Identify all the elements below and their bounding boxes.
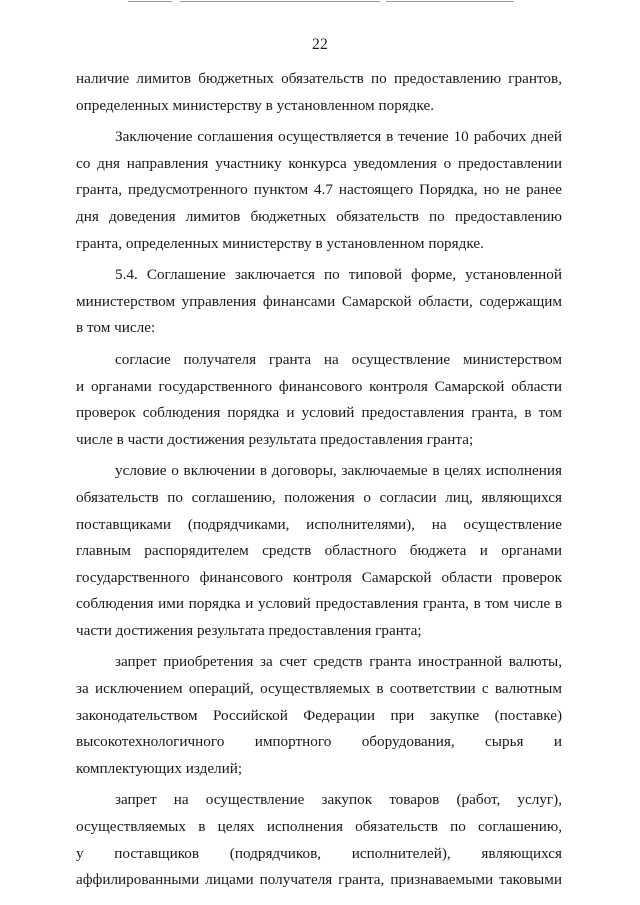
text-line: за исключением операций, осуществляемых в соответствии с валютным — [76, 680, 562, 698]
text-line: запрет на осуществление закупок товаров (работ, услуг), — [115, 791, 562, 809]
paragraph — [76, 262, 562, 342]
text-line: Заключение соглашения осуществляется в течение 10 рабочих дней — [115, 128, 562, 146]
text-line: дня доведения лимитов бюджетных обязательств по предоставлению — [76, 207, 562, 225]
text-line: и органами государственного финансового контроля Самарской области — [76, 377, 562, 395]
text-line: определенных министерству в установленном порядке. — [76, 96, 435, 114]
text-line: числе в части достижения результата предоставления гранта; — [76, 430, 474, 448]
text-line: в том числе: — [76, 319, 156, 337]
scan-edge-marks — [0, 0, 640, 6]
paragraph — [76, 649, 562, 782]
text-line: проверок соблюдения порядка и условий предоставления гранта, в том — [76, 404, 562, 422]
text-line: гранта, определенных министерству в установленном порядке. — [76, 234, 484, 252]
paragraph — [76, 124, 562, 257]
document-body — [76, 66, 562, 899]
text-line: запрет приобретения за счет средств гранта иностранной валюты, — [115, 653, 562, 671]
text-line: условие о включении в договоры, заключаемые в целях исполнения — [115, 462, 562, 480]
text-line: аффилированными лицами получателя гранта, признаваемыми таковыми — [76, 871, 562, 889]
text-line: соблюдения ими порядка и условий предоставления гранта, в том числе в — [76, 595, 562, 613]
page-number: 22 — [311, 36, 329, 53]
text-line: обязательств по соглашению, положения о согласии лиц, являющихся — [76, 488, 562, 506]
text-line: комплектующих изделий; — [76, 759, 243, 777]
text-line: гранта, предусмотренного пунктом 4.7 настоящего Порядка, но не ранее — [76, 181, 562, 199]
paragraph — [76, 458, 562, 644]
text-line: 5.4. Соглашение заключается по типовой форме, установленной — [115, 266, 562, 284]
text-line: законодательством Российской Федерации при закупке (поставке) — [76, 706, 562, 724]
text-line: министерством управления финансами Самарской области, содержащим — [76, 292, 562, 310]
text-line: осуществляемых в целях исполнения обязательств по соглашению, — [76, 818, 562, 836]
text-line: наличие лимитов бюджетных обязательств по предоставлению грантов, — [76, 70, 562, 87]
text-line: со дня направления участнику конкурса уведомления о предоставлении — [76, 154, 562, 172]
text-line: части достижения результата предоставления гранта; — [76, 621, 422, 639]
paragraph — [76, 347, 562, 453]
text-line: согласие получателя гранта на осуществление министерством — [115, 350, 562, 368]
text-line: главным распорядителем средств областного бюджета и органами — [76, 542, 562, 560]
text-line: государственного финансового контроля Самарской области проверок — [76, 568, 562, 586]
text-line: у поставщиков (подрядчиков, исполнителей), являющихся — [76, 844, 562, 862]
text-line: поставщиками (подрядчиками, исполнителями), на осуществление — [76, 515, 562, 533]
paragraph — [76, 66, 562, 119]
text-line: высокотехнологичного импортного оборудования, сырья и — [76, 733, 562, 751]
paragraph — [76, 787, 562, 893]
